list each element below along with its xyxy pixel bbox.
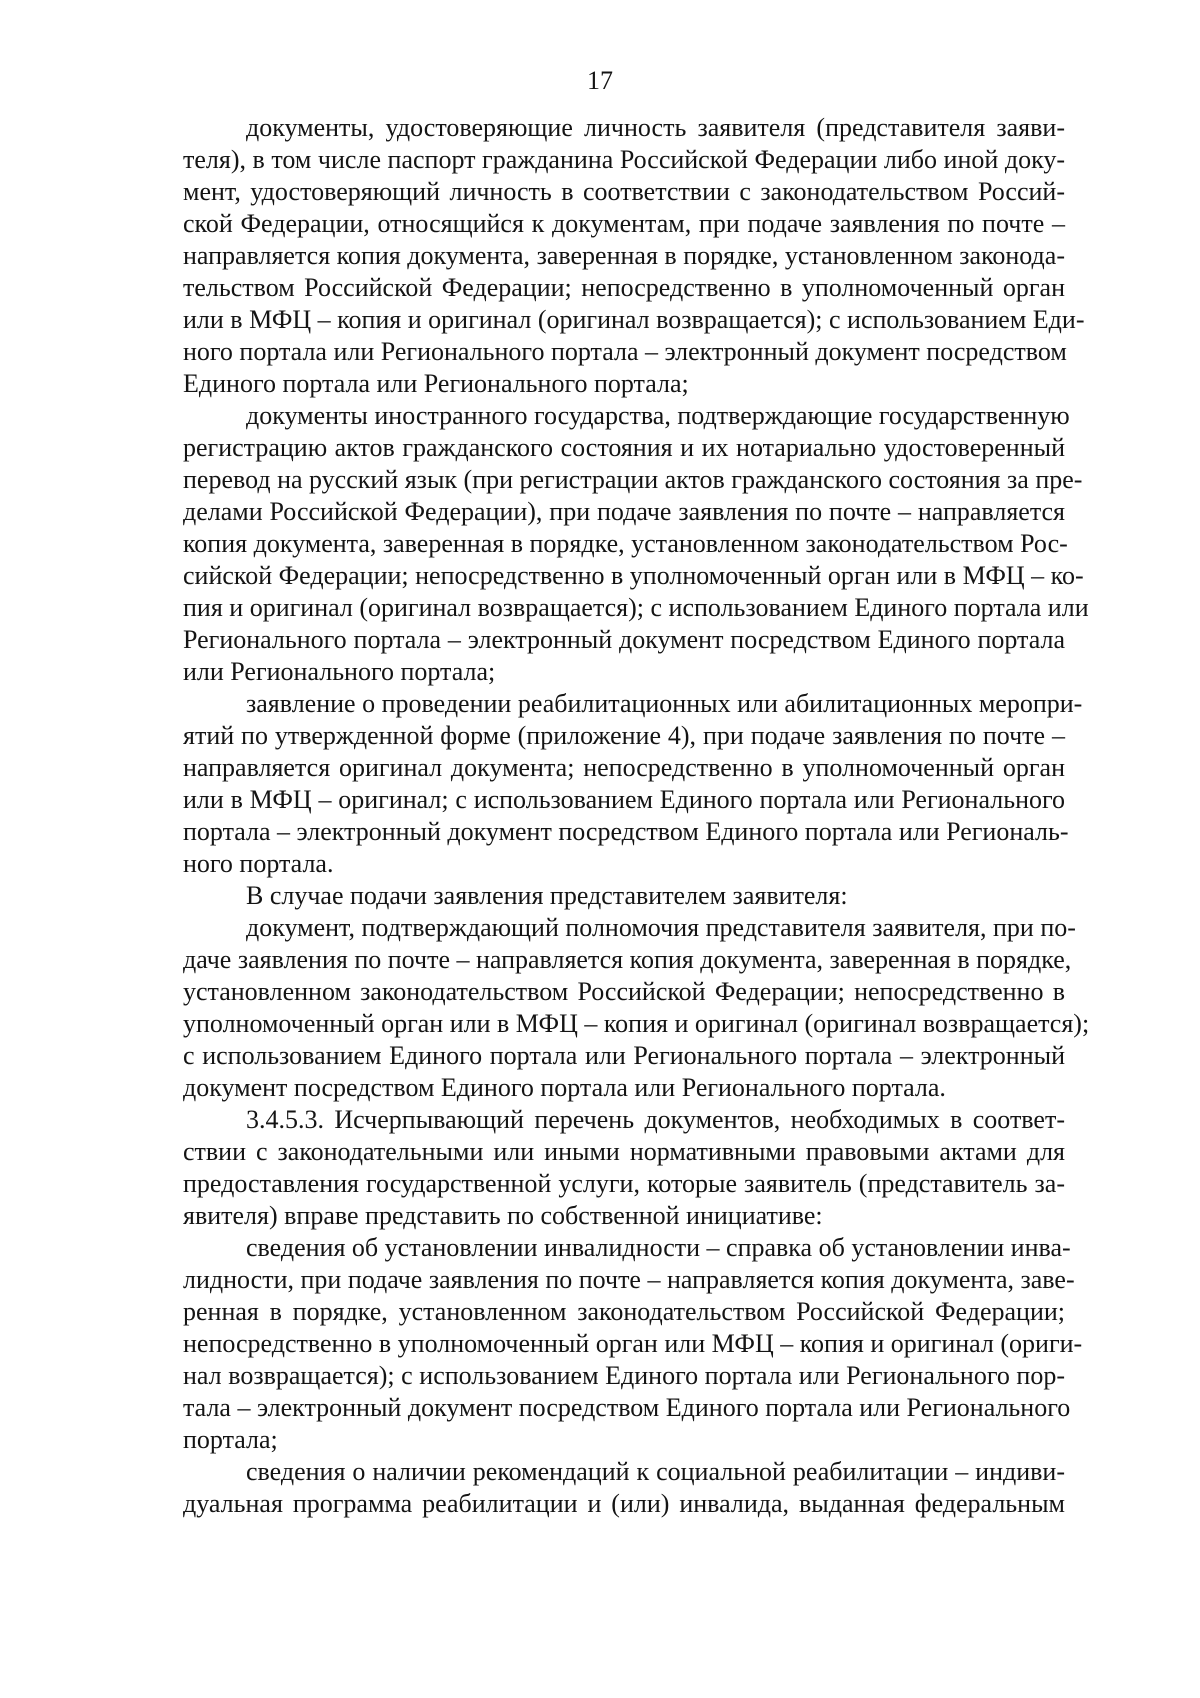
text-line: сийской Федерации; непосредственно в уполномоченный орган или в МФЦ – ко- (183, 561, 1084, 590)
text-line: тала – электронный документ посредством Единого портала или Регионального (183, 1393, 1071, 1422)
paragraph (183, 880, 1065, 912)
text-line: с использованием Единого портала или Регионального портала – электронный (183, 1041, 1065, 1070)
paragraph (183, 1456, 1065, 1520)
text-line: тельством Российской Федерации; непосредственно в уполномоченный орган (183, 273, 1065, 302)
text-line: или в МФЦ – копия и оригинал (оригинал возвращается); с использованием Еди- (183, 305, 1085, 334)
text-line: направляется оригинал документа; непосредственно в уполномоченный орган (183, 753, 1065, 782)
text-line: лидности, при подаче заявления по почте – направляется копия документа, заве- (183, 1265, 1075, 1294)
text-line: предоставления государственной услуги, которые заявитель (представитель за- (183, 1169, 1065, 1198)
text-line: документы иностранного государства, подтверждающие государственную (246, 401, 1070, 430)
text-line: заявление о проведении реабилитационных или абилитационных меропри- (246, 689, 1083, 718)
text-line: перевод на русский язык (при регистрации актов гражданского состояния за пре- (183, 465, 1083, 494)
text-line: явителя) вправе представить по собственной инициативе: (183, 1201, 823, 1230)
text-line: уполномоченный орган или в МФЦ – копия и оригинал (оригинал возвращается); (183, 1009, 1090, 1038)
text-line: ренная в порядке, установленном законодательством Российской Федерации; (183, 1297, 1065, 1326)
text-line: или Регионального портала; (183, 657, 496, 686)
text-line: нал возвращается); с использованием Единого портала или Регионального пор- (183, 1361, 1065, 1390)
text-line: ствии с законодательными или иными нормативными правовыми актами для (183, 1137, 1065, 1166)
text-line: теля), в том числе паспорт гражданина Российской Федерации либо иной доку- (183, 145, 1065, 174)
text-line: ской Федерации, относящийся к документам, при подаче заявления по почте – (183, 209, 1065, 238)
text-line: Регионального портала – электронный документ посредством Единого портала (183, 625, 1065, 654)
paragraph (183, 688, 1083, 880)
paragraph (183, 400, 1089, 688)
text-line: непосредственно в уполномоченный орган или МФЦ – копия и оригинал (ориги- (183, 1329, 1083, 1358)
text-line: портала – электронный документ посредством Единого портала или Региональ- (183, 817, 1069, 846)
page-number: 17 (587, 66, 613, 95)
text-line: документ, подтверждающий полномочия представителя заявителя, при по- (246, 913, 1076, 942)
text-line: ятий по утвержденной форме (приложение 4), при подаче заявления по почте – (183, 721, 1065, 750)
text-line: пия и оригинал (оригинал возвращается); с использованием Единого портала или (183, 593, 1089, 622)
paragraph (183, 912, 1090, 1104)
text-line: даче заявления по почте – направляется копия документа, заверенная в порядке, (183, 945, 1072, 974)
text-line: ного портала или Регионального портала – электронный документ посредством (183, 337, 1067, 366)
text-line: копия документа, заверенная в порядке, установленном законодательством Рос- (183, 529, 1068, 558)
text-line: мент, удостоверяющий личность в соответствии с законодательством Россий- (183, 177, 1065, 206)
text-line: делами Российской Федерации), при подаче заявления по почте – направляется (183, 497, 1065, 526)
text-line: установленном законодательством Российской Федерации; непосредственно в (183, 977, 1065, 1006)
text-line: сведения о наличии рекомендаций к социальной реабилитации – индиви- (246, 1457, 1065, 1486)
text-line: сведения об установлении инвалидности – справка об установлении инва- (246, 1233, 1071, 1262)
text-line: 3.4.5.3. Исчерпывающий перечень документов, необходимых в соответ- (246, 1105, 1065, 1134)
text-line: дуальная программа реабилитации и (или) инвалида, выданная федеральным (183, 1489, 1065, 1518)
paragraph (183, 1232, 1083, 1456)
text-line: документы, удостоверяющие личность заявителя (представителя заяви- (246, 113, 1065, 142)
paragraph (183, 112, 1085, 400)
document-body (183, 112, 1090, 1520)
paragraph (183, 1104, 1065, 1232)
text-line: портала; (183, 1425, 278, 1454)
text-line: Единого портала или Регионального портала; (183, 369, 689, 398)
text-line: документ посредством Единого портала или Регионального портала. (183, 1073, 946, 1102)
text-line: регистрацию актов гражданского состояния и их нотариально удостоверенный (183, 433, 1065, 462)
text-line: ного портала. (183, 849, 334, 878)
text-line: направляется копия документа, заверенная в порядке, установленном законода- (183, 241, 1065, 270)
text-line: или в МФЦ – оригинал; с использованием Единого портала или Регионального (183, 785, 1065, 814)
text-line: В случае подачи заявления представителем заявителя: (246, 881, 848, 910)
